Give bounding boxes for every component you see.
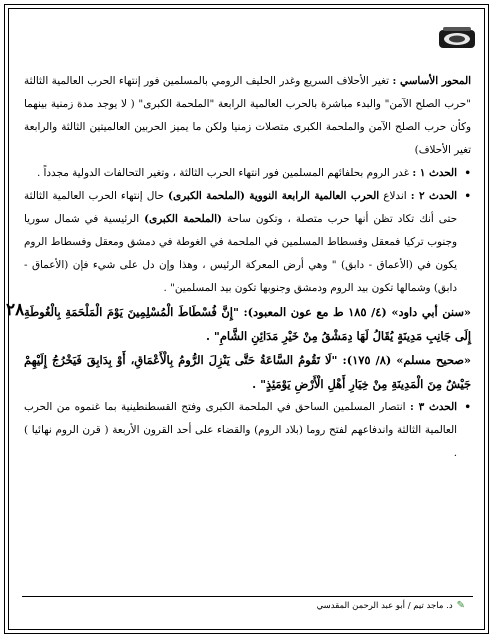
footer [317, 600, 465, 611]
hadith-1-text: "إِنَّ فُسْطَاطَ الْمُسْلِمِينَ يَوْمَ الْمَلْحَمَةِ بِالْغُوطَةِ إِلَى جَانِبِ مَدِينَةٍ يُقَالُ لَهَا دِمَشْقُ مِنْ خَيْرِ مَدَائِنِ الشَّامِ" . [24, 305, 471, 343]
event-2-pre: اندلاع [379, 190, 411, 202]
event-2-bold-1: الحرب العالمية الرابعة النووية (الملحمة الكبرى) [168, 190, 380, 202]
event-3-label: الحدث ٣ : [410, 401, 458, 413]
event-2-bold-2: (الملحمة الكبرى) [144, 213, 222, 225]
event-2-mid: حال إنتهاء الحرب العالمية الثالثة حتى أنك تكاد تظن أنها حرب متصلة ، وتكون ساحة [24, 190, 458, 225]
hadith-2-text: "لَا تَقُومُ السَّاعَةُ حَتَّى يَنْزِلَ الرُّومُ بِالْأَعْمَاقِ، أَوْ بِدَابِقَ فَيَخْرُجُ إِلَيْهِمْ جَيْشٌ مِنَ الْمَدِينَةِ مِنْ خِيَارِ أَهْلِ الْأَرْضِ يَوْمَئِذٍ" . [24, 353, 471, 391]
pen-icon: ✎ [456, 600, 465, 611]
hadith-2 [24, 348, 471, 396]
event-2-label: الحدث ٢ : [410, 190, 457, 202]
event-1-label: الحدث ١ : [412, 167, 457, 179]
intro-label: المحور الأساسي : [392, 75, 471, 87]
event-2: • الحدث ٢ : اندلاع الحرب العالمية الرابعة النووية (الملحمة الكبرى) حال إنتهاء الحرب العالمية الثالثة حتى أنك تكاد تظن أنها حرب متصلة ، وتكون ساحة (الملحمة الكبرى) الرئيسية في شمال سوريا وجنوب تركيا فمعقل وفسطاط المسلمين في الملحمة في الغوطة في دمشق ومعقل وفسطاط الروم يكون في (الأعماق - دابق) " وهي أرض المعركة الرئيس ، وهذا وإن دل على شيء فإن (الأعماق - دابق) وشمالها تكون بيد الروم ودمشق وجنوبها تكون بيد المسلمين" . [24, 190, 471, 294]
footer-author: د. ماجد تيم / أبو عبد الرحمن المقدسي [316, 601, 453, 611]
logo-icon [437, 24, 477, 52]
footer-divider [22, 596, 473, 597]
intro-paragraph [24, 70, 471, 162]
hadith-1-source: «سنن أبي داود» (٤/ ١٨٥ ط مع عون المعبود): [243, 305, 471, 319]
event-1-text: غدر الروم بحلفائهم المسلمين فور انتهاء الحرب الثالثة ، وتغير التحالفات الدولية مجدداً . [36, 167, 413, 179]
document-body [24, 70, 471, 465]
intro-text: تغير الأحلاف السريع وغدر الحليف الرومي بالمسلمين فور إنتهاء الحرب العالمية الثالثة "حرب الصلح الآمن" والبدء مباشرة بالحرب العالمية الرابعة "الملحمة الكبرى" ( لا يوجد مدة زمنية بينهما وكأن حرب الصلح الآمن والملحمة الكبرى متصلات زمنيا ولكن ما يميز الحربين العالميتين الثالثة والرابعة تغير الأحلاف) [24, 75, 471, 156]
event-1: • الحدث ١ : غدر الروم بحلفائهم المسلمين فور انتهاء الحرب الثالثة ، وتغير التحالفات الدولية مجدداً . [36, 167, 471, 179]
hadith-1 [24, 300, 471, 348]
page-number: ٢٨ [6, 300, 25, 320]
hadith-2-source: «صحيح مسلم» (٨/ ١٧٥): [342, 353, 471, 367]
event-3: • الحدث ٣ : انتصار المسلمين الساحق في الملحمة الكبرى وفتح القسطنطينية بما غنموه من الحرب العالمية الثالثة واندفاعهم لفتح روما (بلاد الروم) والقضاء على أحد القرون الأربعة ( قرن الروم نهائيا ) . [24, 401, 471, 459]
event-3-text: انتصار المسلمين الساحق في الملحمة الكبرى وفتح القسطنطينية بما غنموه من الحرب العالمية الثالثة واندفاعهم لفتح روما (بلاد الروم) والقضاء على أحد القرون الأربعة ( قرن الروم نهائيا ) . [24, 401, 457, 459]
event-2-post: الرئيسية في شمال سوريا وجنوب تركيا فمعقل وفسطاط المسلمين في الملحمة في الغوطة في دمشق ومعقل وفسطاط الروم يكون في (الأعماق - دابق) " وهي أرض المعركة الرئيس ، وهذا وإن دل على شيء فإن (الأعماق - دابق) وشمالها تكون بيد الروم ودمشق وجنوبها تكون بيد المسلمين" . [24, 213, 457, 294]
